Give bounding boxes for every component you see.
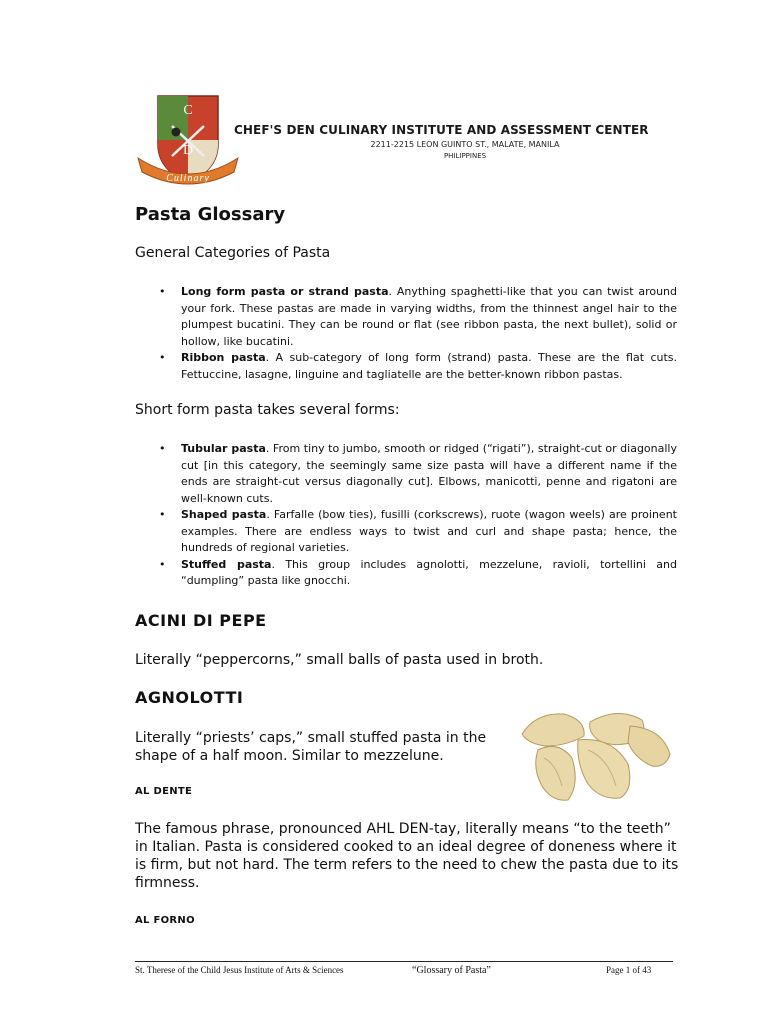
list-item: [136, 557, 677, 590]
page-title: Pasta Glossary: [135, 204, 286, 225]
definition-acini-di-pepe: Literally “peppercorns,” small balls of pasta used in broth.: [135, 652, 544, 668]
bullet-icon: •: [159, 351, 166, 364]
footer-document-title: “Glossary of Pasta”: [412, 965, 491, 976]
general-categories-list: [136, 284, 677, 383]
culinary-logo: [136, 92, 240, 190]
list-item-term: Stuffed pasta: [181, 557, 272, 571]
list-item: [136, 350, 677, 383]
bullet-icon: •: [159, 285, 166, 298]
definition-agnolotti: Literally “priests’ caps,” small stuffed pasta in the shape of a half moon. Similar to mezzelune.: [135, 730, 487, 764]
list-item-text: . Farfalle (bow ties), fusilli (corkscrews), ruote (wagon weels) are proinent examples. There are endless ways to twist and curl and shape pasta; hence, the hundreds of regional varieties.: [181, 508, 677, 554]
bullet-icon: •: [159, 557, 166, 571]
logo-letter-c: C: [183, 103, 193, 118]
list-item-term: Ribbon pasta: [181, 351, 266, 364]
bullet-icon: •: [159, 508, 166, 521]
institution-country: PHILIPPINES: [443, 152, 487, 160]
agnolotti-image: [516, 706, 674, 806]
list-item-term: Tubular pasta: [181, 442, 266, 455]
list-item-text: . From tiny to jumbo, smooth or ridged (“rigati”), straight-cut or diagonally cut [in this category, the seemingly same size pasta will have a different name if the ends are straight-cut versus diagonally cut]. Elbows, manicotti, penne and rigatoni are well-known cuts.: [181, 442, 677, 505]
footer-page-number: Page 1 of 43: [606, 965, 652, 975]
list-item: [136, 441, 677, 507]
institution-name: CHEF'S DEN CULINARY INSTITUTE AND ASSESSMENT CENTER: [234, 123, 649, 137]
general-categories-heading: General Categories of Pasta: [135, 245, 331, 261]
institution-address: 2211-2215 LEON GUINTO ST., MALATE, MANILA: [370, 140, 560, 149]
short-form-list: [136, 441, 677, 590]
list-item-text: . A sub-category of long form (strand) pasta. These are the flat cuts. Fettuccine, lasagne, linguine and tagliatelle are the better-known ribbon pastas.: [181, 351, 678, 381]
definition-al-dente: The famous phrase, pronounced AHL DEN-tay, literally means “to the teeth” in Italian. Pasta is considered cooked to an ideal degree of doneness where it is firm, but not hard. The term refers to the need to chew the pasta due to its firmness.: [135, 821, 679, 891]
list-item-term: Shaped pasta: [181, 508, 267, 521]
term-al-forno: AL FORNO: [135, 915, 195, 926]
term-agnolotti: AGNOLOTTI: [135, 688, 244, 707]
short-form-heading: Short form pasta takes several forms:: [135, 402, 400, 418]
term-al-dente: AL DENTE: [135, 786, 193, 797]
bullet-icon: •: [159, 442, 166, 455]
footer-institution: St. Therese of the Child Jesus Institute of Arts & Sciences: [135, 965, 344, 975]
list-item-text: . This group includes agnolotti, mezzelune, ravioli, tortellini and “dumpling” pasta like gnocchi.: [181, 557, 677, 587]
list-item-text: . Anything spaghetti-like that you can twist around your fork. These pastas are made in varying widths, from the thinnest angel hair to the plumpest bucatini. They can be round or flat (see ribbon pasta, the next bullet), solid or hollow, like bucatini.: [181, 285, 677, 348]
logo-banner-text: Culinary: [166, 173, 210, 184]
list-item: [136, 507, 677, 557]
term-acini-di-pepe: ACINI DI PEPE: [135, 611, 267, 630]
logo-letter-d: D: [182, 143, 194, 158]
list-item: [136, 284, 677, 350]
list-item-term: Long form pasta or strand pasta: [181, 285, 389, 298]
footer-divider: [135, 961, 673, 962]
